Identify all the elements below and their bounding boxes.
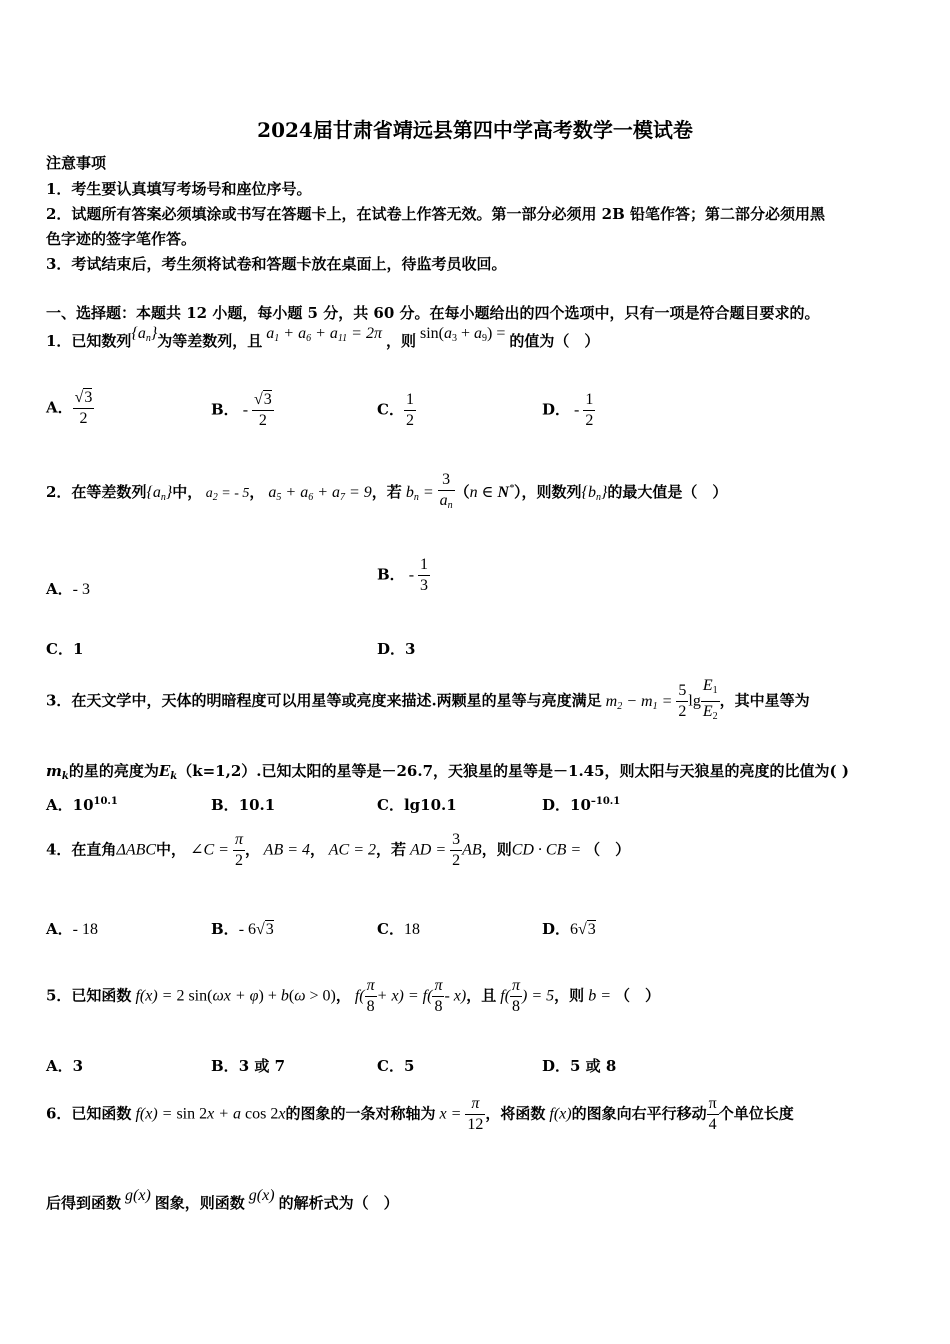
question-6: 6．已知函数 f(x) = sin 2x + a cos 2x的图象的一条对称轴为 x = $\frac{\pi}{12}$ ，将函数 f(x)的图象向右平行移动 $\frac{\pi}{4}$ 个单位长度 [46, 1095, 794, 1133]
q4-option-d: D．6√3 [542, 920, 596, 938]
q1-option-d: D． - $\frac{1}{2}$ [542, 391, 594, 429]
q3-option-a: A．$10^{10.1}$ [46, 796, 118, 814]
q5-option-c: C．5 [377, 1057, 415, 1075]
section-heading: 一、选择题：本题共 12 小题，每小题 5 分，共 60 分。在每小题给出的四个选项中，只有一项是符合题目要求的。 [46, 304, 820, 322]
q2-option-a: A．- 3 [46, 580, 90, 598]
question-5: 5．已知函数 f(x) = 2 sin(ωx + φ) + b(ω > 0)， f( $\frac{\pi}{8}$ + x) = f( $\frac{\pi}{8}$ - x)，且 f( $\frac{\pi}{8}$ ) = 5，则 b = （ ） [46, 977, 660, 1015]
q1-option-b: B． - $\frac{√3}{2}$ [211, 391, 272, 429]
notice-item-1: 1．考生要认真填写考场号和座位序号。 [46, 180, 312, 198]
question-3: 3．在天文学中，天体的明暗程度可以用星等或亮度来描述.两颗星的星等与亮度满足 $m_2 - m_1$ = $\frac{5}{2}$ lg $\frac{E_1}{E_2}$ ，其中星等为 [46, 677, 810, 722]
question-3-cont: $m_k$的星的亮度为$E_k(k=1,2)$.已知太阳的星等是－26.7，天狼星的星等是－1.45，则太阳与天狼星的亮度的比值为( ) [46, 762, 849, 782]
q3-option-b: B．10.1 [211, 796, 276, 814]
q2-option-c: C．1 [46, 640, 84, 658]
page-title: 2024届甘肃省靖远县第四中学高考数学一模试卷 [257, 118, 693, 142]
q5-option-a: A．3 [46, 1057, 84, 1075]
notice-heading: 注意事项 [46, 154, 107, 172]
q4-option-c: C．18 [377, 920, 420, 938]
q4-option-b: B．- 6√3 [211, 920, 274, 938]
q2-option-b: B． - $\frac{1}{3}$ [377, 556, 429, 594]
q4-option-a: A．- 18 [46, 920, 98, 938]
q3-option-d: D．$10^{-10.1}$ [542, 796, 621, 814]
q1-option-a: A． $\frac{√3}{2}$ [46, 389, 93, 427]
notice-item-2: 2．试题所有答案必须填涂或书写在答题卡上，在试卷上作答无效。第一部分必须用 2B 铅笔作答；第二部分必须用黑 [46, 205, 826, 223]
question-2: 2．在等差数列$\{a_n\}$中， $a_2$ = - 5， $a_5 + a_6 + a_7 = 9$，若 $b_n$ = $\frac{3}{a_n}$ （n ∈ N*），则数列$\{b_n\}$的最大值是（ ） [46, 471, 728, 511]
notice-item-3: 3．考试结束后，考生须将试卷和答题卡放在桌面上，待监考员收回。 [46, 255, 507, 273]
q3-option-c: C．lg10.1 [377, 796, 457, 814]
q5-option-d: D．5 或 8 [542, 1057, 617, 1075]
notice-item-2-cont: 色字迹的签字笔作答。 [46, 230, 197, 248]
question-1: 1．已知数列$\{a_n\}$为等差数列，且 $a_1 + a_6 + a_{11} = 2\pi$ ，则 $\sin(a_3 + a_9)$ = 的值为（ ） [46, 325, 600, 350]
q5-option-b: B．3 或 7 [211, 1057, 286, 1075]
q1-option-c: C． $\frac{1}{2}$ [377, 391, 414, 429]
q2-option-d: D．3 [377, 640, 416, 658]
question-6-cont: 后得到函数 g(x) 图象，则函数 g(x) 的解析式为（ ） [46, 1187, 399, 1212]
question-4: 4．在直角ΔABC中， ∠C = $\frac{\pi}{2}$ ， AB = 4， AC = 2，若 AD = $\frac{3}{2}$ AB，则CD · CB = （ ） [46, 831, 631, 869]
